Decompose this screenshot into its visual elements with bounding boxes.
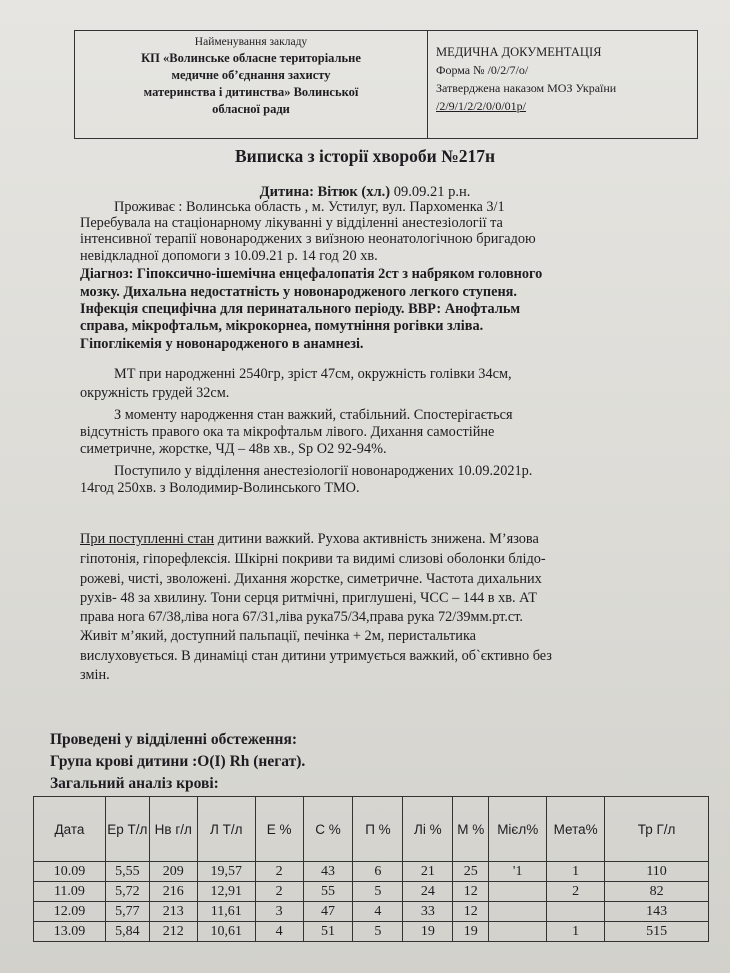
admission-text: дитини важкий. Рухова активність знижена. М’язова (214, 531, 539, 547)
institution-name: КП «Волинське обласне територіальне медичне об’єднання захисту материнства і дитинства» Волинської обласної ради (141, 51, 361, 116)
table-cell: 3 (255, 902, 303, 922)
table-cell: 55 (303, 882, 353, 902)
text-line: інтенсивної терапії новонароджених з виїзною неонатологічною бригадою (80, 231, 536, 247)
column-header: Ер Т/л (105, 797, 149, 862)
table-cell: 5,84 (105, 922, 149, 942)
column-header: С % (303, 797, 353, 862)
table-cell: '1 (489, 862, 547, 882)
doc-type: МЕДИЧНА ДОКУМЕНТАЦІЯ (436, 45, 602, 59)
text-line: мозку. Дихальна недостатність у новонародженого легкого ступеня. (80, 284, 517, 300)
exams-heading: Проведені у відділенні обстеження: (50, 731, 298, 748)
table-row (34, 862, 709, 882)
table-cell: 47 (303, 902, 353, 922)
table-cell: 13.09 (34, 922, 106, 942)
table-cell: 12,91 (197, 882, 255, 902)
blood-test-table (33, 796, 709, 942)
text-line: симетричне, жорстке, ЧД – 48в хв., Sp O2 92-94%. (80, 441, 387, 457)
text-line: Поступило у відділення анестезіології новонароджених 10.09.2021р. (114, 463, 533, 479)
text-line: Діагноз: Гіпоксично-ішемічна енцефалопатія 2ст з набряком головного (80, 266, 543, 282)
table-cell: 515 (605, 922, 709, 942)
admission-lead: При поступленні стан (80, 531, 215, 547)
table-cell: 5 (353, 882, 403, 902)
document-title: Виписка з історії хвороби №217н (234, 146, 496, 166)
form-header (74, 30, 698, 139)
table-row (34, 902, 709, 922)
table-cell: 25 (453, 862, 489, 882)
table-cell: 212 (149, 922, 197, 942)
table-cell: 6 (353, 862, 403, 882)
table-cell: 1 (547, 922, 605, 942)
column-header: Л Т/л (197, 797, 255, 862)
table-cell: 10,61 (197, 922, 255, 942)
institution-label: Найменування закладу (194, 36, 308, 48)
form-info-box (428, 31, 697, 138)
text-line: Гіпоглікемія у новонародженого в анамнезі. (80, 336, 364, 352)
table-cell: 12 (453, 882, 489, 902)
table-cell: 19 (403, 922, 453, 942)
table-cell: 19,57 (197, 862, 255, 882)
text-line: Інфекція специфічна для перинатального періоду. ВВР: Анофтальм (80, 301, 521, 317)
table-cell: 21 (403, 862, 453, 882)
table-cell: 11,61 (197, 902, 255, 922)
form-number: Форма № /0/2/7/о/ (436, 63, 529, 77)
table-cell: 5,72 (105, 882, 149, 902)
table-cell: 143 (605, 902, 709, 922)
table-cell: 2 (255, 882, 303, 902)
table-cell: 12 (453, 902, 489, 922)
admission-line: рухів- 48 за хвилину. Тони серця ритмічні, приглушені, ЧСС – 144 в хв. АТ (80, 590, 537, 606)
column-header: Мієл% (489, 797, 547, 862)
table-cell: 5,55 (105, 862, 149, 882)
admission-line: Живіт м’який, доступний пальпації, печінка + 2м, перистальтика (80, 628, 477, 644)
text-line: З моменту народження стан важкий, стабільний. Спостерігається (114, 407, 513, 423)
table-cell: 12.09 (34, 902, 106, 922)
text-line: 14год 250хв. з Володимир-Волинського ТМО. (80, 480, 360, 496)
table-cell: 110 (605, 862, 709, 882)
table-cell: 43 (303, 862, 353, 882)
table-cell (547, 902, 605, 922)
text-line: окружність грудей 32см. (80, 385, 230, 401)
table-cell: 33 (403, 902, 453, 922)
table-cell: 2 (255, 862, 303, 882)
text-line: справа, мікрофтальм, мікрокорнеа, помутніння рогівки зліва. (80, 318, 484, 334)
admission-line (80, 531, 680, 548)
admission-line: рожеві, чисті, зволожені. Дихання жорстке, симетричне. Частота дихальних (80, 571, 542, 587)
admission-line: вислуховується. В динаміці стан дитини утримується важкий, об`єктивно без (80, 648, 552, 664)
table-cell: 209 (149, 862, 197, 882)
table-cell: 51 (303, 922, 353, 942)
column-header: Лі % (403, 797, 453, 862)
column-header: М % (453, 797, 489, 862)
admission-line: права нога 67/38,ліва нога 67/31,ліва рука75/34,права рука 72/39мм.рт.ст. (80, 609, 523, 625)
child-dob: 09.09.21 р.н. (393, 184, 471, 200)
column-header: П % (353, 797, 403, 862)
table-cell: 5,77 (105, 902, 149, 922)
table-cell: 24 (403, 882, 453, 902)
table-cell: 2 (547, 882, 605, 902)
column-header: Е % (255, 797, 303, 862)
blood-group: Група крові дитини :О(І) Rh (негат). (50, 753, 306, 770)
table-cell (489, 902, 547, 922)
text-line: відсутність правого ока та мікрофтальм лівого. Дихання самостійне (80, 424, 495, 440)
column-header: Мета% (547, 797, 605, 862)
cbc-heading: Загальний аналіз крові: (50, 775, 219, 792)
admission-line: змін. (80, 667, 110, 683)
order-number: /2/9/1/2/2/0/0/01р/ (436, 99, 527, 113)
text-line: Перебувала на стаціонарному лікуванні у відділенні анестезіології та (80, 215, 503, 231)
table-cell: 213 (149, 902, 197, 922)
text-line: Проживає : Волинська область , м. Устилуг, вул. Пархоменка 3/1 (114, 199, 505, 215)
table-cell: 1 (547, 862, 605, 882)
column-header: Нв г/л (149, 797, 197, 862)
table-cell: 216 (149, 882, 197, 902)
admission-line: гіпотонія, гіпорефлексія. Шкірні покриви та видимі слизові оболонки блідо- (80, 551, 546, 567)
table-header-row (34, 797, 709, 862)
table-cell (489, 922, 547, 942)
table-body (34, 862, 709, 942)
table-cell: 82 (605, 882, 709, 902)
table-row (34, 922, 709, 942)
table-cell: 19 (453, 922, 489, 942)
table-cell: 4 (255, 922, 303, 942)
table-cell (489, 882, 547, 902)
institution-box (75, 31, 428, 138)
text-line: МТ при народженні 2540гр, зріст 47см, окружність голівки 34см, (114, 366, 512, 382)
table-row (34, 882, 709, 902)
approval-text: Затверджена наказом МОЗ України (436, 81, 617, 95)
table-cell: 5 (353, 922, 403, 942)
table-cell: 11.09 (34, 882, 106, 902)
table-cell: 4 (353, 902, 403, 922)
column-header: Дата (34, 797, 106, 862)
text-line: невідкладної допомоги з 10.09.21 р. 14 год 20 хв. (80, 248, 378, 264)
column-header: Тр Г/л (605, 797, 709, 862)
table-cell: 10.09 (34, 862, 106, 882)
child-name: Дитина: Вітюк (хл.) (259, 184, 391, 200)
